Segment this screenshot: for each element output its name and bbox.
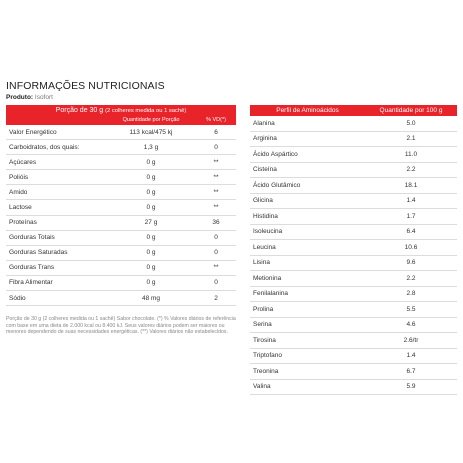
amino-name: Tirosina [253, 336, 276, 344]
table-row [6, 276, 236, 291]
nutrient-vd: 2 [214, 294, 218, 302]
amino-name: Histidina [253, 212, 278, 220]
nutrition-header-main: Porção de 30 g [55, 107, 104, 114]
nutrient-name: Gorduras Totais [9, 234, 55, 242]
nutrient-qty: 0 g [146, 204, 156, 212]
nutrient-qty: 0 g [146, 249, 156, 257]
amino-value: 1.4 [406, 352, 416, 360]
nutrient-vd: 0 [214, 234, 218, 242]
amino-value: 2.1 [406, 135, 416, 143]
amino-value: 1.7 [406, 212, 416, 220]
nutrient-name: Gorduras Trans [9, 264, 55, 272]
table-row [250, 287, 457, 303]
nutrition-header-sub: (2 colheres medida ou 1 sachê) [105, 108, 187, 114]
table-row [250, 364, 457, 380]
nutrient-name: Sódio [9, 294, 26, 302]
nutrient-vd: 0 [214, 143, 218, 151]
nutrient-name: Proteínas [9, 219, 37, 227]
nutrient-qty: 0 g [146, 234, 156, 242]
nutrient-name: Gorduras Saturadas [9, 249, 68, 257]
table-row [6, 185, 236, 200]
nutrient-name: Carboidratos, dos quais: [9, 143, 80, 151]
table-row [6, 140, 236, 155]
amino-header-val: Quantidade por 100 g [379, 107, 443, 114]
amino-value: 5.5 [406, 305, 416, 313]
amino-name: Fenilalanina [253, 290, 289, 298]
nutrient-name: Valor Energético [9, 128, 57, 136]
nutrient-qty: 0 g [146, 264, 156, 272]
nutrient-vd: 6 [214, 128, 218, 136]
nutrient-vd: ** [213, 173, 219, 181]
amino-header [250, 105, 457, 116]
amino-name: Prolina [253, 305, 274, 313]
product-line [6, 94, 53, 101]
amino-name: Ácido Glutâmico [253, 181, 301, 189]
amino-name: Arginina [253, 135, 277, 143]
table-row [250, 225, 457, 241]
product-value: Isofort [34, 94, 53, 101]
table-row [250, 302, 457, 318]
nutrient-vd: 0 [214, 249, 218, 257]
column-header-qty: Quantidade por Porção [122, 117, 180, 123]
table-row [250, 147, 457, 163]
nutrition-header [6, 105, 236, 116]
table-row [250, 240, 457, 256]
table-row [6, 261, 236, 276]
nutrition-column-headers [6, 116, 236, 125]
table-row [250, 163, 457, 179]
product-label: Produto: [6, 94, 34, 101]
table-row [250, 380, 457, 396]
table-row [6, 200, 236, 215]
nutrient-vd: ** [213, 264, 219, 272]
nutrient-qty: 0 g [146, 158, 156, 166]
amino-value: 2.8 [406, 290, 416, 298]
amino-value: 11.0 [404, 150, 418, 158]
table-row [250, 271, 457, 287]
amino-name: Lisina [253, 259, 270, 267]
table-row [6, 125, 236, 140]
table-row [250, 194, 457, 210]
table-row [250, 318, 457, 334]
nutrient-qty: 113 kcal/475 kj [129, 128, 173, 136]
nutrient-vd: 36 [212, 219, 220, 227]
amino-value: 10.6 [404, 243, 418, 251]
table-row [250, 209, 457, 225]
nutrition-table [6, 105, 236, 335]
nutrient-name: Polióis [9, 173, 29, 181]
amino-name: Leucina [253, 243, 276, 251]
table-row [6, 216, 236, 231]
amino-value: 5.0 [406, 119, 416, 127]
amino-table [250, 105, 457, 395]
table-row [250, 178, 457, 194]
nutrient-qty: 1,3 g [143, 143, 159, 151]
amino-name: Ácido Aspártico [253, 150, 298, 158]
table-row [6, 155, 236, 170]
nutrition-footnote: Porção de 30 g (2 colheres medida ou 1 sachê) Sabor chocolate. (*) % Valores diários de referência com base em uma dieta de 2.000 kcal ou 8.400 kJ. Seus valores diários podem ser maiores ou menores dependendo de suas necessidades energéticas. (**) Valores diários não estabelecidos. [6, 316, 236, 335]
nutrient-vd: 0 [214, 279, 218, 287]
nutrient-name: Amido [9, 188, 28, 196]
nutrient-name: Açúcares [9, 158, 37, 166]
table-row [6, 170, 236, 185]
amino-name: Treonina [253, 367, 279, 375]
amino-name: Glicina [253, 197, 273, 205]
table-row [6, 231, 236, 246]
amino-value: 2.6/tr [403, 336, 419, 344]
column-header-name [6, 116, 106, 125]
amino-name: Cisteína [253, 166, 277, 174]
nutrient-vd: ** [213, 188, 219, 196]
nutrient-qty: 48 mg [141, 294, 161, 302]
nutrient-name: Fibra Alimentar [9, 279, 53, 287]
amino-value: 6.7 [406, 367, 416, 375]
amino-value: 5.9 [406, 383, 416, 391]
amino-value: 2.2 [406, 274, 416, 282]
amino-name: Metionina [253, 274, 282, 282]
column-header-vd: % VD(*) [206, 117, 226, 123]
table-row [6, 246, 236, 261]
nutrient-qty: 0 g [146, 173, 156, 181]
amino-header-name: Perfil de Aminoácidos [276, 107, 339, 114]
amino-name: Serina [253, 321, 272, 329]
nutrient-vd: ** [213, 158, 219, 166]
amino-name: Triptofano [253, 352, 283, 360]
nutrient-qty: 0 g [146, 279, 156, 287]
amino-name: Alanina [253, 119, 275, 127]
amino-value: 2.2 [406, 166, 416, 174]
amino-value: 4.6 [406, 321, 416, 329]
nutrient-name: Lactose [9, 204, 32, 212]
table-row [250, 116, 457, 132]
amino-value: 6.4 [406, 228, 416, 236]
nutrient-vd: ** [213, 204, 219, 212]
table-row [250, 333, 457, 349]
table-row [6, 291, 236, 306]
amino-name: Valina [253, 383, 271, 391]
amino-value: 9.6 [406, 259, 416, 267]
table-row [250, 132, 457, 148]
amino-value: 1.4 [406, 197, 416, 205]
amino-value: 18.1 [404, 181, 418, 189]
nutrition-rows [6, 125, 236, 306]
table-row [250, 349, 457, 365]
page-title: INFORMAÇÕES NUTRICIONAIS [6, 80, 165, 92]
amino-rows [250, 116, 457, 395]
amino-name: Isoleucina [253, 228, 283, 236]
nutrient-qty: 27 g [144, 219, 158, 227]
nutrient-qty: 0 g [146, 188, 156, 196]
table-row [250, 256, 457, 272]
